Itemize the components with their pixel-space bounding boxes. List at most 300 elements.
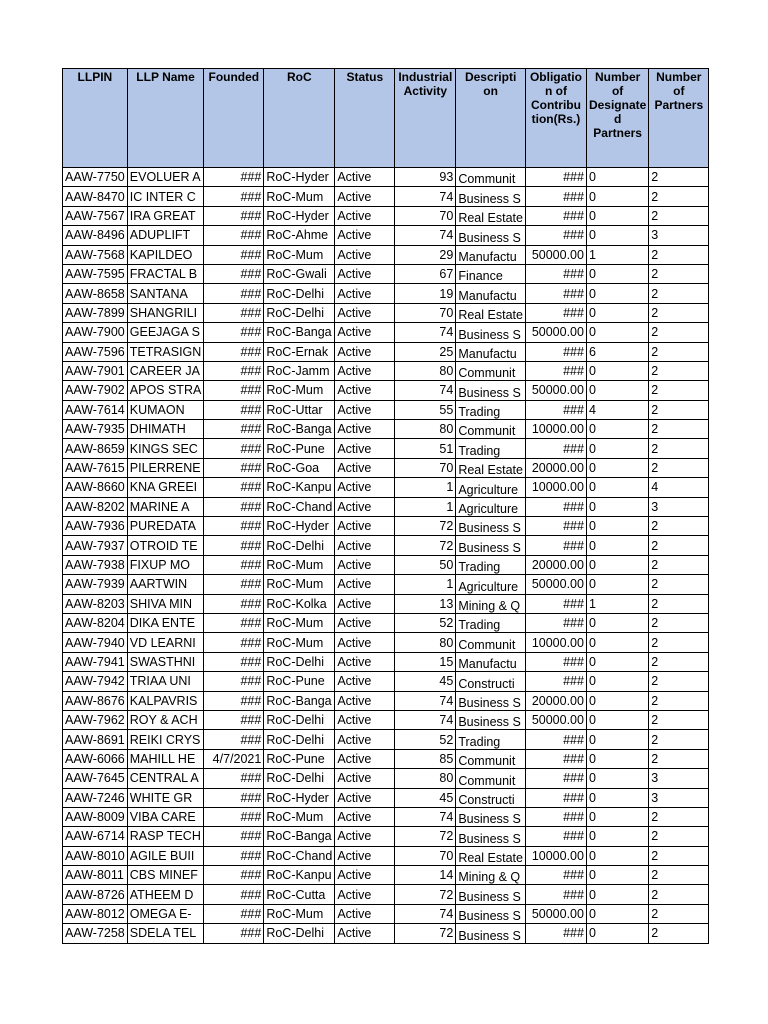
cell-partners: 2 bbox=[649, 904, 709, 923]
cell-description: Trading bbox=[456, 613, 526, 632]
cell-description: Real Estate bbox=[456, 303, 526, 322]
cell-status: Active bbox=[335, 420, 395, 439]
cell-description: Constructi bbox=[456, 788, 526, 807]
cell-founded: ### bbox=[204, 730, 264, 749]
cell-obligation: 50000.00 bbox=[525, 245, 586, 264]
cell-founded: ### bbox=[204, 168, 264, 187]
cell-industrial-activity: 80 bbox=[395, 633, 456, 652]
cell-obligation: ### bbox=[525, 924, 586, 943]
cell-roc: RoC-Ahme bbox=[264, 226, 335, 245]
cell-industrial-activity: 51 bbox=[395, 439, 456, 458]
cell-partners: 2 bbox=[649, 381, 709, 400]
cell-llpin: AAW-7568 bbox=[63, 245, 128, 264]
table-row bbox=[63, 168, 709, 187]
cell-roc: RoC-Mum bbox=[264, 613, 335, 632]
cell-llpin: AAW-6066 bbox=[63, 749, 128, 768]
cell-designated-partners: 0 bbox=[586, 769, 648, 788]
cell-description: Business S bbox=[456, 691, 526, 710]
cell-obligation: ### bbox=[525, 342, 586, 361]
cell-description: Trading bbox=[456, 730, 526, 749]
cell-industrial-activity: 74 bbox=[395, 710, 456, 729]
cell-status: Active bbox=[335, 400, 395, 419]
cell-founded: ### bbox=[204, 924, 264, 943]
cell-obligation: ### bbox=[525, 672, 586, 691]
cell-designated-partners: 0 bbox=[586, 652, 648, 671]
table-row bbox=[63, 788, 709, 807]
header-llp-name: LLP Name bbox=[127, 69, 204, 168]
cell-llpin: AAW-7936 bbox=[63, 517, 128, 536]
cell-roc: RoC-Hyder bbox=[264, 168, 335, 187]
cell-status: Active bbox=[335, 633, 395, 652]
cell-description: Communit bbox=[456, 769, 526, 788]
table-row bbox=[63, 400, 709, 419]
cell-llpin: AAW-8010 bbox=[63, 846, 128, 865]
table-row bbox=[63, 245, 709, 264]
cell-industrial-activity: 13 bbox=[395, 594, 456, 613]
cell-designated-partners: 0 bbox=[586, 361, 648, 380]
cell-status: Active bbox=[335, 187, 395, 206]
cell-designated-partners: 0 bbox=[586, 904, 648, 923]
cell-roc: RoC-Kolka bbox=[264, 594, 335, 613]
cell-partners: 2 bbox=[649, 361, 709, 380]
cell-status: Active bbox=[335, 594, 395, 613]
cell-llp-name: FRACTAL B bbox=[127, 264, 204, 283]
cell-obligation: ### bbox=[525, 749, 586, 768]
cell-status: Active bbox=[335, 245, 395, 264]
cell-obligation: 50000.00 bbox=[525, 381, 586, 400]
cell-industrial-activity: 72 bbox=[395, 924, 456, 943]
cell-roc: RoC-Hyder bbox=[264, 206, 335, 225]
table-row bbox=[63, 303, 709, 322]
cell-status: Active bbox=[335, 827, 395, 846]
cell-llpin: AAW-7246 bbox=[63, 788, 128, 807]
table-row bbox=[63, 672, 709, 691]
cell-description: Business S bbox=[456, 904, 526, 923]
cell-designated-partners: 0 bbox=[586, 788, 648, 807]
cell-designated-partners: 0 bbox=[586, 691, 648, 710]
table-row bbox=[63, 613, 709, 632]
cell-founded: ### bbox=[204, 555, 264, 574]
table-row bbox=[63, 749, 709, 768]
cell-llpin: AAW-7901 bbox=[63, 361, 128, 380]
cell-llp-name: SHANGRILI bbox=[127, 303, 204, 322]
cell-llpin: AAW-8691 bbox=[63, 730, 128, 749]
cell-partners: 2 bbox=[649, 458, 709, 477]
cell-partners: 2 bbox=[649, 633, 709, 652]
cell-llpin: AAW-7645 bbox=[63, 769, 128, 788]
llp-table bbox=[62, 68, 709, 944]
cell-description: Communit bbox=[456, 633, 526, 652]
cell-llpin: AAW-7935 bbox=[63, 420, 128, 439]
cell-designated-partners: 0 bbox=[586, 575, 648, 594]
cell-llp-name: KUMAON bbox=[127, 400, 204, 419]
cell-partners: 3 bbox=[649, 769, 709, 788]
cell-founded: ### bbox=[204, 478, 264, 497]
cell-designated-partners: 0 bbox=[586, 381, 648, 400]
cell-obligation: 20000.00 bbox=[525, 691, 586, 710]
cell-founded: ### bbox=[204, 710, 264, 729]
cell-status: Active bbox=[335, 730, 395, 749]
cell-roc: RoC-Delhi bbox=[264, 536, 335, 555]
cell-status: Active bbox=[335, 497, 395, 516]
cell-description: Business S bbox=[456, 517, 526, 536]
cell-description: Constructi bbox=[456, 672, 526, 691]
table-row bbox=[63, 924, 709, 943]
cell-status: Active bbox=[335, 458, 395, 477]
cell-description: Communit bbox=[456, 168, 526, 187]
cell-status: Active bbox=[335, 769, 395, 788]
cell-founded: ### bbox=[204, 672, 264, 691]
cell-designated-partners: 0 bbox=[586, 478, 648, 497]
cell-founded: ### bbox=[204, 284, 264, 303]
cell-llp-name: AARTWIN bbox=[127, 575, 204, 594]
cell-llp-name: VIBA CARE bbox=[127, 807, 204, 826]
cell-industrial-activity: 80 bbox=[395, 420, 456, 439]
cell-partners: 3 bbox=[649, 788, 709, 807]
cell-partners: 3 bbox=[649, 497, 709, 516]
cell-description: Manufactu bbox=[456, 284, 526, 303]
cell-partners: 2 bbox=[649, 420, 709, 439]
cell-industrial-activity: 67 bbox=[395, 264, 456, 283]
cell-llp-name: FIXUP MO bbox=[127, 555, 204, 574]
cell-designated-partners: 0 bbox=[586, 226, 648, 245]
cell-industrial-activity: 1 bbox=[395, 575, 456, 594]
cell-founded: ### bbox=[204, 497, 264, 516]
cell-partners: 2 bbox=[649, 730, 709, 749]
cell-designated-partners: 0 bbox=[586, 613, 648, 632]
table-row bbox=[63, 517, 709, 536]
cell-roc: RoC-Pune bbox=[264, 672, 335, 691]
cell-llpin: AAW-8726 bbox=[63, 885, 128, 904]
cell-designated-partners: 0 bbox=[586, 168, 648, 187]
cell-roc: RoC-Jamm bbox=[264, 361, 335, 380]
cell-founded: ### bbox=[204, 245, 264, 264]
cell-llp-name: TRIAA UNI bbox=[127, 672, 204, 691]
cell-llpin: AAW-8659 bbox=[63, 439, 128, 458]
cell-roc: RoC-Delhi bbox=[264, 730, 335, 749]
cell-llp-name: WHITE GR bbox=[127, 788, 204, 807]
cell-llp-name: ADUPLIFT bbox=[127, 226, 204, 245]
cell-llpin: AAW-8496 bbox=[63, 226, 128, 245]
table-row bbox=[63, 264, 709, 283]
cell-status: Active bbox=[335, 807, 395, 826]
cell-industrial-activity: 72 bbox=[395, 517, 456, 536]
cell-llp-name: KINGS SEC bbox=[127, 439, 204, 458]
cell-obligation: ### bbox=[525, 866, 586, 885]
cell-obligation: ### bbox=[525, 400, 586, 419]
cell-roc: RoC-Delhi bbox=[264, 710, 335, 729]
cell-founded: ### bbox=[204, 575, 264, 594]
cell-llpin: AAW-8660 bbox=[63, 478, 128, 497]
cell-llpin: AAW-7567 bbox=[63, 206, 128, 225]
cell-roc: RoC-Delhi bbox=[264, 284, 335, 303]
cell-roc: RoC-Mum bbox=[264, 904, 335, 923]
cell-designated-partners: 1 bbox=[586, 594, 648, 613]
cell-llp-name: EVOLUER A bbox=[127, 168, 204, 187]
cell-description: Communit bbox=[456, 420, 526, 439]
cell-status: Active bbox=[335, 342, 395, 361]
cell-llp-name: SHIVA MIN bbox=[127, 594, 204, 613]
cell-description: Business S bbox=[456, 827, 526, 846]
cell-status: Active bbox=[335, 361, 395, 380]
table-row bbox=[63, 439, 709, 458]
cell-industrial-activity: 45 bbox=[395, 788, 456, 807]
cell-partners: 2 bbox=[649, 264, 709, 283]
cell-obligation: 50000.00 bbox=[525, 710, 586, 729]
cell-designated-partners: 0 bbox=[586, 672, 648, 691]
cell-llp-name: CENTRAL A bbox=[127, 769, 204, 788]
cell-partners: 2 bbox=[649, 924, 709, 943]
table-row bbox=[63, 866, 709, 885]
table-row bbox=[63, 284, 709, 303]
cell-status: Active bbox=[335, 846, 395, 865]
cell-designated-partners: 0 bbox=[586, 866, 648, 885]
cell-partners: 2 bbox=[649, 284, 709, 303]
cell-obligation: ### bbox=[525, 788, 586, 807]
cell-founded: ### bbox=[204, 206, 264, 225]
cell-llp-name: CBS MINEF bbox=[127, 866, 204, 885]
cell-designated-partners: 0 bbox=[586, 264, 648, 283]
table-row bbox=[63, 807, 709, 826]
cell-description: Real Estate bbox=[456, 458, 526, 477]
header-status: Status bbox=[335, 69, 395, 168]
cell-partners: 2 bbox=[649, 672, 709, 691]
table-row bbox=[63, 226, 709, 245]
table-row bbox=[63, 885, 709, 904]
cell-designated-partners: 0 bbox=[586, 807, 648, 826]
cell-roc: RoC-Pune bbox=[264, 439, 335, 458]
cell-llpin: AAW-7941 bbox=[63, 652, 128, 671]
cell-partners: 2 bbox=[649, 846, 709, 865]
cell-designated-partners: 0 bbox=[586, 303, 648, 322]
cell-roc: RoC-Mum bbox=[264, 245, 335, 264]
table-row bbox=[63, 381, 709, 400]
cell-obligation: ### bbox=[525, 226, 586, 245]
table-row bbox=[63, 478, 709, 497]
cell-obligation: ### bbox=[525, 807, 586, 826]
cell-industrial-activity: 74 bbox=[395, 807, 456, 826]
cell-description: Business S bbox=[456, 226, 526, 245]
cell-description: Business S bbox=[456, 885, 526, 904]
cell-obligation: ### bbox=[525, 769, 586, 788]
cell-status: Active bbox=[335, 206, 395, 225]
cell-obligation: ### bbox=[525, 594, 586, 613]
cell-llpin: AAW-8676 bbox=[63, 691, 128, 710]
cell-roc: RoC-Hyder bbox=[264, 788, 335, 807]
cell-founded: ### bbox=[204, 633, 264, 652]
cell-roc: RoC-Banga bbox=[264, 323, 335, 342]
cell-obligation: ### bbox=[525, 536, 586, 555]
cell-llp-name: IC INTER C bbox=[127, 187, 204, 206]
cell-llp-name: GEEJAGA S bbox=[127, 323, 204, 342]
cell-founded: ### bbox=[204, 652, 264, 671]
table-row bbox=[63, 575, 709, 594]
cell-status: Active bbox=[335, 264, 395, 283]
cell-status: Active bbox=[335, 381, 395, 400]
cell-industrial-activity: 1 bbox=[395, 497, 456, 516]
cell-obligation: ### bbox=[525, 168, 586, 187]
cell-founded: ### bbox=[204, 303, 264, 322]
cell-founded: ### bbox=[204, 439, 264, 458]
cell-obligation: ### bbox=[525, 613, 586, 632]
header-roc: RoC bbox=[264, 69, 335, 168]
cell-founded: ### bbox=[204, 691, 264, 710]
cell-obligation: ### bbox=[525, 885, 586, 904]
cell-status: Active bbox=[335, 866, 395, 885]
cell-partners: 2 bbox=[649, 187, 709, 206]
cell-partners: 2 bbox=[649, 710, 709, 729]
cell-partners: 2 bbox=[649, 613, 709, 632]
table-row bbox=[63, 555, 709, 574]
cell-partners: 2 bbox=[649, 400, 709, 419]
cell-llp-name: AGILE BUII bbox=[127, 846, 204, 865]
cell-partners: 2 bbox=[649, 652, 709, 671]
cell-llp-name: IRA GREAT bbox=[127, 206, 204, 225]
cell-llp-name: REIKI CRYS bbox=[127, 730, 204, 749]
cell-status: Active bbox=[335, 575, 395, 594]
cell-llpin: AAW-8203 bbox=[63, 594, 128, 613]
cell-designated-partners: 0 bbox=[586, 206, 648, 225]
cell-llpin: AAW-8202 bbox=[63, 497, 128, 516]
cell-roc: RoC-Chand bbox=[264, 497, 335, 516]
cell-roc: RoC-Kanpu bbox=[264, 478, 335, 497]
cell-partners: 2 bbox=[649, 885, 709, 904]
cell-llpin: AAW-7258 bbox=[63, 924, 128, 943]
cell-founded: ### bbox=[204, 458, 264, 477]
cell-obligation: ### bbox=[525, 730, 586, 749]
cell-obligation: ### bbox=[525, 439, 586, 458]
table-row bbox=[63, 497, 709, 516]
cell-llpin: AAW-7939 bbox=[63, 575, 128, 594]
cell-industrial-activity: 15 bbox=[395, 652, 456, 671]
cell-llpin: AAW-8012 bbox=[63, 904, 128, 923]
cell-industrial-activity: 50 bbox=[395, 555, 456, 574]
cell-founded: ### bbox=[204, 361, 264, 380]
cell-founded: ### bbox=[204, 613, 264, 632]
cell-industrial-activity: 1 bbox=[395, 478, 456, 497]
cell-roc: RoC-Uttar bbox=[264, 400, 335, 419]
cell-industrial-activity: 74 bbox=[395, 904, 456, 923]
cell-industrial-activity: 93 bbox=[395, 168, 456, 187]
cell-obligation: 50000.00 bbox=[525, 575, 586, 594]
cell-partners: 2 bbox=[649, 536, 709, 555]
cell-partners: 2 bbox=[649, 439, 709, 458]
cell-roc: RoC-Kanpu bbox=[264, 866, 335, 885]
cell-industrial-activity: 55 bbox=[395, 400, 456, 419]
cell-description: Communit bbox=[456, 361, 526, 380]
header-designated-partners: Number of Designate d Partners bbox=[586, 69, 648, 168]
table-row bbox=[63, 710, 709, 729]
cell-obligation: 10000.00 bbox=[525, 420, 586, 439]
cell-description: Mining & Q bbox=[456, 866, 526, 885]
cell-llpin: AAW-7942 bbox=[63, 672, 128, 691]
cell-llpin: AAW-7962 bbox=[63, 710, 128, 729]
cell-obligation: ### bbox=[525, 264, 586, 283]
cell-llp-name: MAHILL HE bbox=[127, 749, 204, 768]
cell-description: Manufactu bbox=[456, 652, 526, 671]
cell-llp-name: PUREDATA bbox=[127, 517, 204, 536]
cell-llp-name: MARINE A bbox=[127, 497, 204, 516]
cell-industrial-activity: 70 bbox=[395, 846, 456, 865]
cell-industrial-activity: 80 bbox=[395, 361, 456, 380]
cell-description: Agriculture bbox=[456, 478, 526, 497]
cell-industrial-activity: 72 bbox=[395, 827, 456, 846]
cell-industrial-activity: 72 bbox=[395, 536, 456, 555]
cell-llpin: AAW-6714 bbox=[63, 827, 128, 846]
cell-obligation: ### bbox=[525, 517, 586, 536]
cell-llp-name: KALPAVRIS bbox=[127, 691, 204, 710]
cell-founded: ### bbox=[204, 342, 264, 361]
cell-partners: 2 bbox=[649, 866, 709, 885]
cell-founded: ### bbox=[204, 323, 264, 342]
cell-designated-partners: 1 bbox=[586, 245, 648, 264]
cell-founded: ### bbox=[204, 769, 264, 788]
cell-founded: ### bbox=[204, 226, 264, 245]
cell-designated-partners: 6 bbox=[586, 342, 648, 361]
cell-description: Business S bbox=[456, 536, 526, 555]
cell-llpin: AAW-7900 bbox=[63, 323, 128, 342]
cell-roc: RoC-Banga bbox=[264, 827, 335, 846]
cell-status: Active bbox=[335, 536, 395, 555]
cell-partners: 2 bbox=[649, 749, 709, 768]
cell-llp-name: SANTANA bbox=[127, 284, 204, 303]
cell-status: Active bbox=[335, 303, 395, 322]
cell-founded: ### bbox=[204, 866, 264, 885]
cell-founded: ### bbox=[204, 594, 264, 613]
cell-industrial-activity: 74 bbox=[395, 381, 456, 400]
cell-llpin: AAW-7595 bbox=[63, 264, 128, 283]
cell-designated-partners: 4 bbox=[586, 400, 648, 419]
cell-status: Active bbox=[335, 478, 395, 497]
cell-industrial-activity: 70 bbox=[395, 303, 456, 322]
table-row bbox=[63, 652, 709, 671]
table-row bbox=[63, 420, 709, 439]
cell-roc: RoC-Delhi bbox=[264, 652, 335, 671]
cell-roc: RoC-Gwali bbox=[264, 264, 335, 283]
cell-status: Active bbox=[335, 226, 395, 245]
table-row bbox=[63, 846, 709, 865]
table-row bbox=[63, 633, 709, 652]
cell-llpin: AAW-7938 bbox=[63, 555, 128, 574]
cell-obligation: 20000.00 bbox=[525, 555, 586, 574]
cell-llp-name: OMEGA E- bbox=[127, 904, 204, 923]
cell-description: Agriculture bbox=[456, 575, 526, 594]
header-row bbox=[63, 69, 709, 168]
cell-status: Active bbox=[335, 710, 395, 729]
cell-founded: ### bbox=[204, 264, 264, 283]
cell-industrial-activity: 72 bbox=[395, 885, 456, 904]
cell-status: Active bbox=[335, 323, 395, 342]
cell-industrial-activity: 80 bbox=[395, 769, 456, 788]
cell-founded: ### bbox=[204, 827, 264, 846]
cell-description: Business S bbox=[456, 323, 526, 342]
cell-founded: ### bbox=[204, 904, 264, 923]
cell-industrial-activity: 45 bbox=[395, 672, 456, 691]
cell-description: Business S bbox=[456, 924, 526, 943]
cell-founded: ### bbox=[204, 807, 264, 826]
cell-industrial-activity: 25 bbox=[395, 342, 456, 361]
cell-description: Trading bbox=[456, 400, 526, 419]
cell-obligation: ### bbox=[525, 303, 586, 322]
cell-roc: RoC-Goa bbox=[264, 458, 335, 477]
cell-partners: 2 bbox=[649, 691, 709, 710]
cell-roc: RoC-Cutta bbox=[264, 885, 335, 904]
cell-obligation: ### bbox=[525, 652, 586, 671]
cell-designated-partners: 0 bbox=[586, 497, 648, 516]
table-row bbox=[63, 206, 709, 225]
header-partners: Number of Partners bbox=[649, 69, 709, 168]
cell-partners: 2 bbox=[649, 555, 709, 574]
